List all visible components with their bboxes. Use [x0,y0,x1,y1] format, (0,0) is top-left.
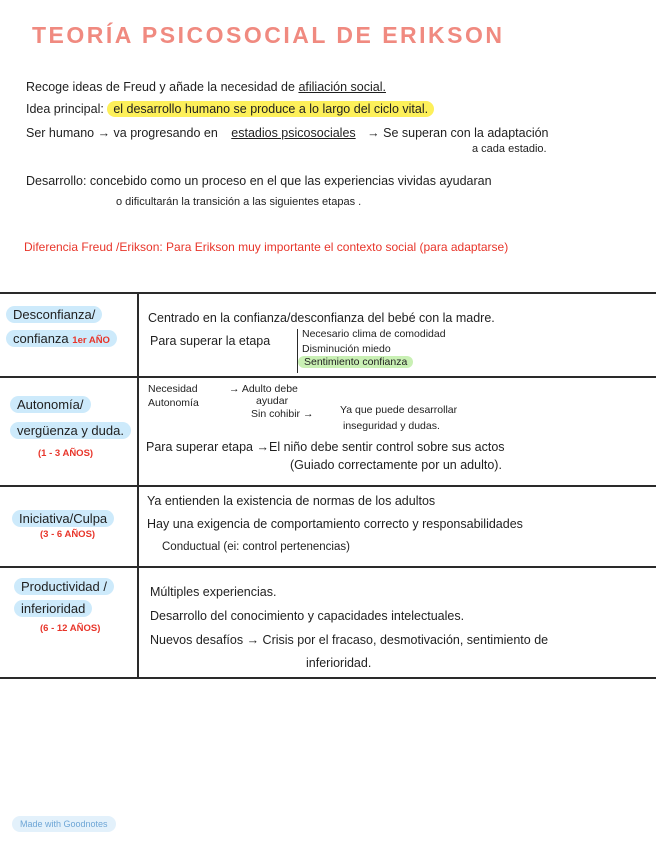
stage-description: (Guiado correctamente por un adulto). [290,458,502,472]
stage-description: Para superar la etapa [150,334,271,348]
stage-name-line: Autonomía/ [10,396,91,413]
intro-underlined: estadios psicosociales [231,126,356,140]
stage-description: inferioridad. [306,656,372,670]
intro-text: Recoge ideas de Freud y añade la necesidad de [26,80,295,94]
arrow-note: Sin cohibir → [251,408,314,420]
intro-underlined: afiliación social. [298,80,386,94]
stage-name-line: inferioridad [14,600,92,617]
main-idea-label: Idea principal: [26,102,104,116]
stage-name [12,511,114,526]
table-divider [0,566,656,568]
stage-description: Para superar etapa →El niño debe sentir control sobre sus actos [146,440,505,454]
stage-item [298,356,413,368]
intro-line-3 [26,126,549,140]
stage-description: Conductual (ei: control pertenencias) [162,541,350,553]
stage-description: Nuevos desafíos → Crisis por el fracaso, desmotivación, sentimiento de [150,633,549,647]
need-label: Necesidad [148,383,198,395]
need-label: Autonomía [148,397,199,409]
stage-age: 1er AÑO [72,335,110,346]
intro-text: Ser humano → va progresando en [26,126,218,140]
goodnotes-badge: Made with Goodnotes [12,816,116,832]
intro-line-3-cont: a cada estadio. [472,143,547,155]
arrow-note: ayudar [256,395,289,407]
stage-name-line: Iniciativa/Culpa [12,510,114,527]
stage-item: Disminución miedo [302,343,391,355]
intro-line-1 [26,80,386,94]
table-column-divider [137,292,139,678]
table-divider [0,292,656,294]
stage-name [10,423,131,438]
stage-name [6,331,117,346]
stage-name-text: confianza [13,331,69,346]
stage-name [14,601,92,616]
table-divider [0,376,656,378]
arrow-note: → Adulto debe [229,383,298,395]
stage-description: Centrado en la confianza/desconfianza del bebé con la madre. [148,311,495,325]
stage-name-line [6,330,117,347]
stage-name-line: Desconfianza/ [6,306,102,323]
stage-item-highlight: Sentimiento confianza [298,356,413,368]
stage-age: (1 - 3 AÑOS) [38,448,94,459]
stage-age: (6 - 12 AÑOS) [40,623,101,634]
intro-line-2 [26,102,434,116]
stage-name [14,579,114,594]
stage-name [10,397,91,412]
stage-description: Desarrollo del conocimiento y capacidades intelectuales. [150,609,465,623]
stage-description: Ya entienden la existencia de normas de los adultos [147,494,436,508]
stage-description: Múltiples experiencias. [150,585,277,599]
stage-item: Necesario clima de comodidad [302,328,446,340]
stage-description: Hay una exigencia de comportamiento correcto y responsabilidades [147,517,523,531]
page-title: TEORÍA PSICOSOCIAL DE ERIKSON [32,22,505,48]
main-idea-highlight: el desarrollo humano se produce a lo largo del ciclo vital. [107,101,434,117]
stage-name [6,307,102,322]
result-note: inseguridad y dudas. [343,420,440,432]
stage-age: (3 - 6 AÑOS) [40,529,96,540]
table-divider [0,485,656,487]
result-note: Ya que puede desarrollar [340,404,458,416]
table-divider [0,677,656,679]
intro-line-4: Desarrollo: concebido como un proceso en el que las experiencias vividas ayudaran [26,174,492,188]
freud-erikson-difference: Diferencia Freud /Erikson: Para Erikson muy importante el contexto social (para adaptarse) [24,240,509,254]
intro-text: → Se superan con la adaptación [367,126,549,140]
intro-line-4-cont: o dificultarán la transición a las siguientes etapas . [116,196,362,208]
stage-name-line: Productividad / [14,578,114,595]
stage-name-line: vergüenza y duda. [10,422,131,439]
